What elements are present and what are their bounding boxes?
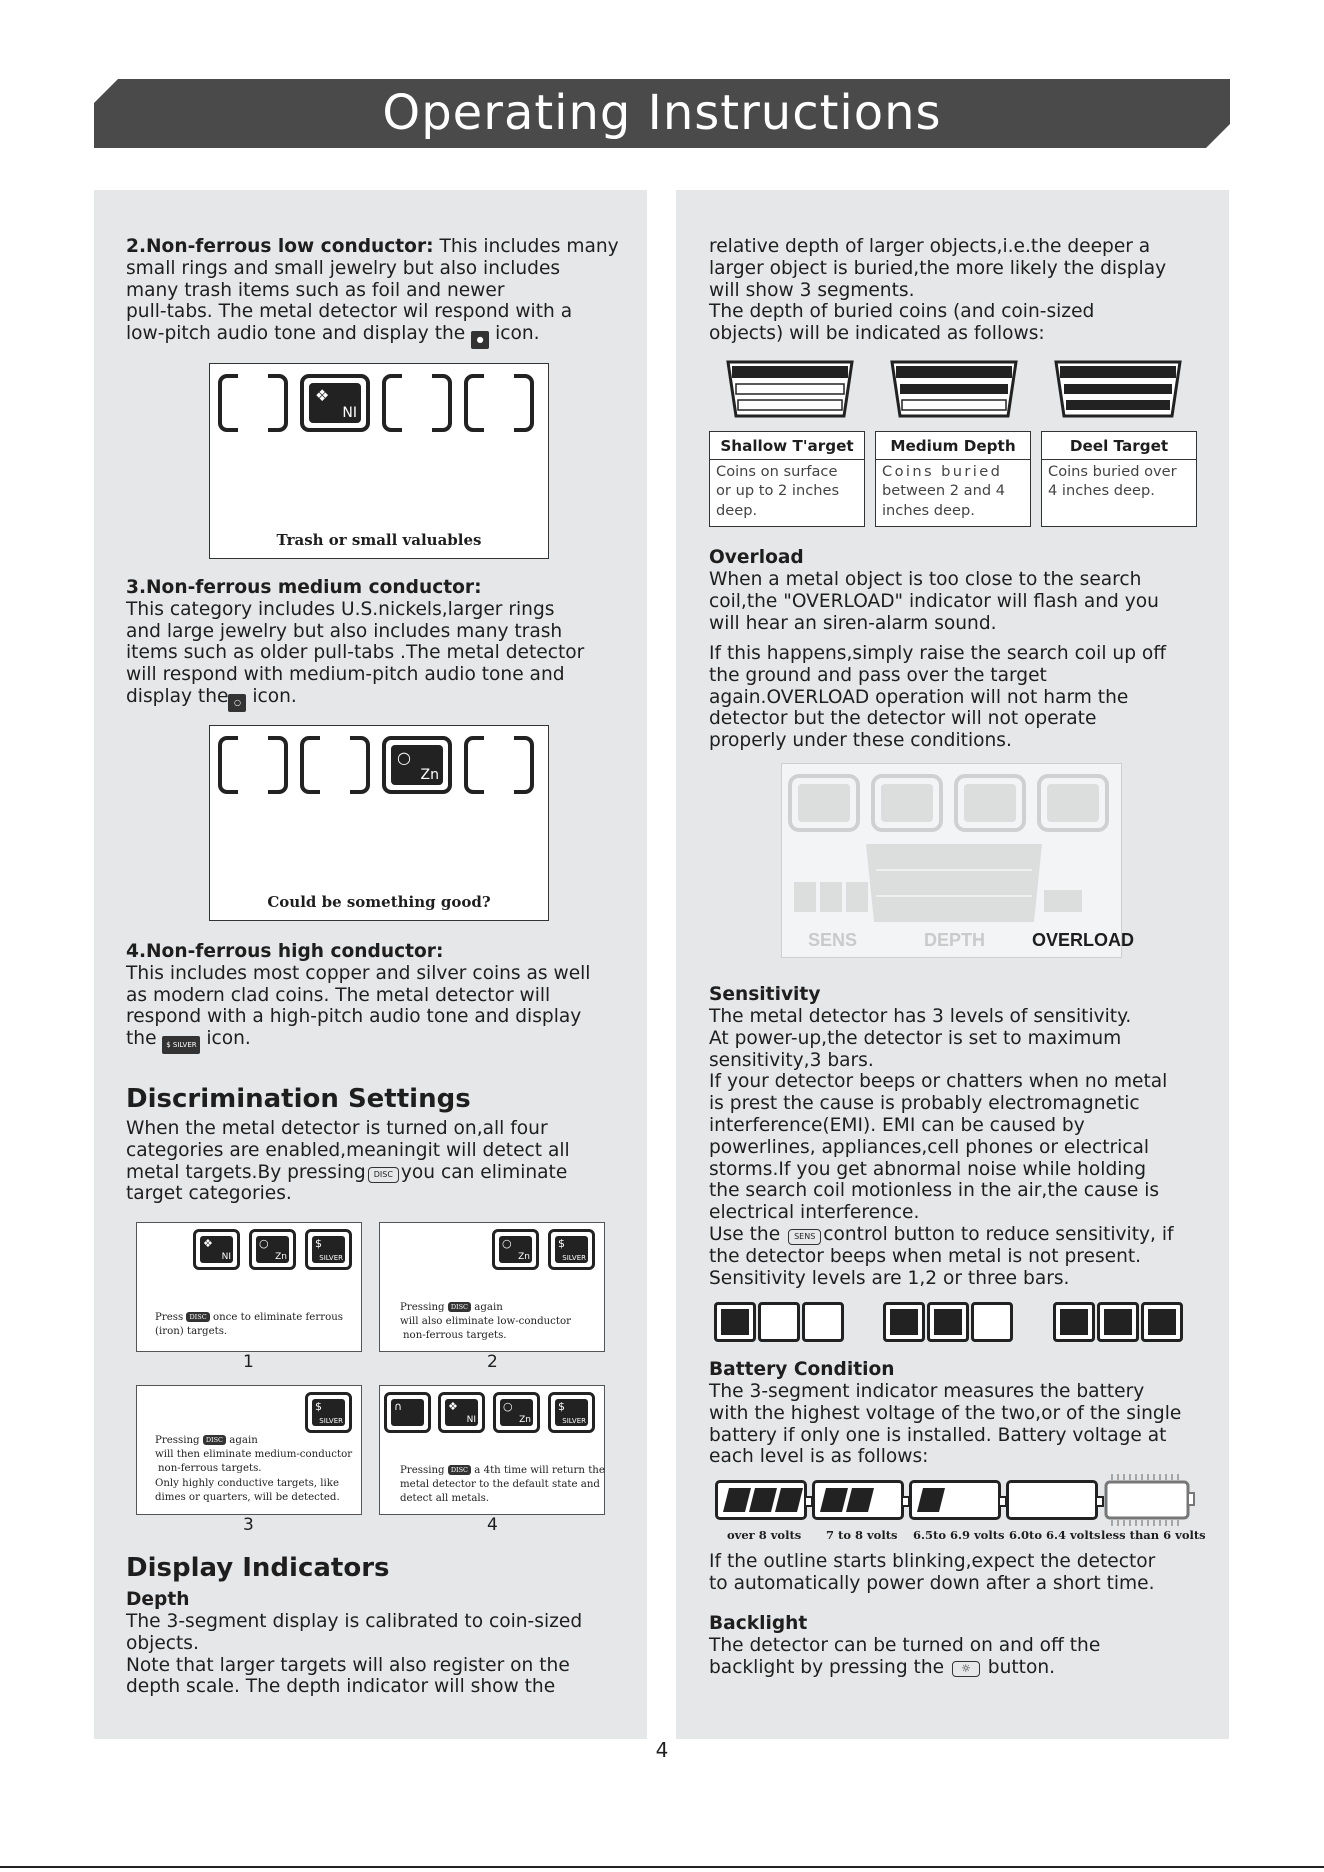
depth-box-medium	[875, 431, 1031, 527]
discrimination-line: metal targets.By pressing	[126, 1161, 366, 1183]
segment-empty	[218, 736, 288, 794]
ni-icon: ●	[471, 331, 489, 349]
overload-lcd-panel	[781, 763, 1135, 958]
backlight-line-post: button.	[987, 1656, 1056, 1678]
battery-line: The 3-segment indicator measures the battery	[709, 1381, 1145, 1402]
depth-line: Note that larger targets will also register on the	[126, 1654, 570, 1676]
disc-button: DISC	[368, 1167, 399, 1183]
disc-button-icon: DISC	[448, 1302, 471, 1312]
nf-low-line4: pull-tabs. The metal detector wil respond with a	[126, 301, 573, 323]
figure-number: 3	[243, 1515, 254, 1535]
intro-line: relative depth of larger objects,i.e.the deeper a	[709, 236, 1151, 257]
disc-figure-text: Pressing DISC again will then eliminate medium-conductor non-ferrous targets. Only highly conductive targets, like dimes or quarters, will be detected.	[155, 1435, 353, 1503]
segment-empty	[382, 374, 452, 432]
ring-icon: ○	[502, 1237, 512, 1250]
nf-high-line: the	[126, 1028, 157, 1050]
nf-medium-line: and large jewelry but also includes many trash	[126, 620, 563, 642]
backlight-line: backlight by pressing the	[709, 1656, 945, 1678]
depth-3-bar-icon	[1054, 360, 1182, 418]
intro-line: larger object is buried,the more likely the display	[709, 257, 1167, 279]
depth-line: The 3-segment display is calibrated to coin-sized	[126, 1611, 583, 1632]
depth-heading: Depth	[126, 1589, 190, 1610]
zn-segment: ○ Zn	[249, 1229, 296, 1270]
nf-high-heading: 4.Non-ferrous high conductor:	[126, 941, 444, 962]
zn-icon: ○	[228, 694, 246, 712]
depth-box-body: Coins buried between 2 and 4 inches deep.	[882, 463, 1006, 519]
sensitivity-line: interference(EMI). EMI can be caused by	[709, 1114, 1085, 1136]
pull-tab-icon: ❖	[203, 1237, 213, 1250]
battery-icon-full	[715, 1480, 807, 1520]
overload-paragraph	[709, 569, 1219, 634]
sensitivity-line: Use the	[709, 1223, 781, 1245]
ring-icon: ○	[503, 1400, 513, 1413]
overload-paragraph-2	[709, 643, 1219, 752]
battery-line: each level is as follows:	[709, 1446, 929, 1468]
depth-line: objects.	[126, 1632, 199, 1654]
nf-low-line3: many trash items such as foil and newer	[126, 279, 505, 301]
battery-level-label: 6.0to 6.4 volts	[1009, 1528, 1101, 1542]
sensitivity-paragraph	[709, 1006, 1219, 1289]
backlight-paragraph	[709, 1635, 1219, 1679]
battery-after-paragraph	[709, 1551, 1219, 1595]
depth-intro-paragraph	[709, 236, 1219, 345]
silver-segment: $ SILVER	[548, 1392, 595, 1433]
lcd-good-diagram	[209, 725, 549, 921]
ni-segment: ❖ NI	[438, 1392, 485, 1433]
lcd-trash-diagram	[209, 363, 549, 559]
segment-empty	[300, 736, 370, 794]
battery-icon-one-bar	[909, 1480, 1001, 1520]
ring-icon: ○	[259, 1237, 269, 1250]
nf-low-line2: small rings and small jewelry but also includes	[126, 257, 561, 279]
disc-figure-3	[136, 1385, 362, 1515]
discrimination-line-post: you can eliminate	[400, 1161, 568, 1183]
backlight-line: The detector can be turned on and off the	[709, 1635, 1101, 1656]
figure-number: 1	[243, 1352, 254, 1372]
nf-high-line-post: icon.	[206, 1028, 251, 1050]
overload-line: again.OVERLOAD operation will not harm the	[709, 686, 1129, 708]
overload-line: coil,the "OVERLOAD" indicator will flash and you	[709, 590, 1159, 612]
dollar-icon: $	[558, 1237, 565, 1250]
depth-box-body: Coins buried over 4 inches deep.	[1048, 463, 1177, 500]
ni-segment: ❖ NI	[193, 1229, 240, 1270]
figure-number: 2	[487, 1352, 498, 1372]
nf-medium-line-post: icon.	[246, 685, 297, 707]
sensitivity-line: The metal detector has 3 levels of sensitivity.	[709, 1006, 1132, 1027]
sensitivity-line: the search coil motionless in the air,the cause is	[709, 1180, 1160, 1202]
dollar-icon: $	[315, 1400, 322, 1413]
intro-line: will show 3 segments.	[709, 279, 915, 301]
overload-line: When a metal object is too close to the search	[709, 569, 1142, 590]
sensitivity-line: At power-up,the detector is set to maximum	[709, 1027, 1122, 1049]
overload-heading: Overload	[709, 547, 804, 568]
battery-after-line: If the outline starts blinking,expect the detector	[709, 1551, 1156, 1572]
discrimination-line: categories are enabled,meaningit will detect all	[126, 1139, 570, 1161]
zn-segment: ○ Zn	[493, 1392, 540, 1433]
sensitivity-line: sensitivity,3 bars.	[709, 1049, 874, 1071]
intro-line: objects) will be indicated as follows:	[709, 323, 1045, 345]
sensitivity-line: Sensitivity levels are 1,2 or three bars.	[709, 1267, 1070, 1289]
disc-button-icon: DISC	[448, 1465, 471, 1475]
battery-icon-empty	[1006, 1480, 1098, 1520]
depth-box-title: Medium Depth	[876, 432, 1030, 460]
nf-medium-heading: 3.Non-ferrous medium conductor:	[126, 577, 482, 598]
nf-high-paragraph	[126, 941, 636, 1054]
battery-level-label: over 8 volts	[727, 1528, 802, 1542]
figure-number: 4	[487, 1515, 498, 1535]
page-number: 4	[655, 1738, 669, 1762]
sens-label: SENS	[808, 930, 858, 950]
sensitivity-line: the detector beeps when metal is not present.	[709, 1245, 1142, 1267]
disc-button-icon: DISC	[203, 1435, 226, 1445]
battery-level-label: 6.5to 6.9 volts	[913, 1528, 1005, 1542]
sensitivity-line: powerlines, appliances,cell phones or electrical	[709, 1136, 1150, 1158]
sensitivity-line: is prest the cause is probably electromagnetic	[709, 1093, 1140, 1115]
nf-medium-paragraph	[126, 577, 636, 712]
discrimination-line: target categories.	[126, 1183, 292, 1205]
overload-label: OVERLOAD	[1032, 930, 1135, 950]
depth-box-shallow	[709, 431, 865, 527]
battery-paragraph	[709, 1381, 1224, 1468]
title-banner	[94, 79, 1230, 148]
sensitivity-line: electrical interference.	[709, 1202, 920, 1224]
battery-line: battery if only one is installed. Battery voltage at	[709, 1424, 1167, 1446]
depth-paragraph	[126, 1611, 636, 1698]
discrimination-paragraph	[126, 1118, 636, 1205]
silver-icon: $ SILVER	[162, 1036, 200, 1054]
nf-high-line: as modern clad coins. The metal detector will	[126, 984, 551, 1006]
depth-2-bar-icon	[890, 360, 1018, 418]
display-indicators-heading: Display Indicators	[126, 1553, 390, 1583]
ring-icon: ○	[397, 748, 411, 767]
dollar-icon: $	[315, 1237, 322, 1250]
segment-ni: ❖ NI	[300, 374, 370, 432]
silver-segment: $ SILVER	[548, 1229, 595, 1270]
overload-line: properly under these conditions.	[709, 730, 1012, 752]
overload-line: If this happens,simply raise the search coil up off	[709, 643, 1167, 664]
backlight-heading: Backlight	[709, 1613, 808, 1634]
nf-low-line1: This includes many	[433, 236, 619, 257]
nf-low-line5-post: icon.	[495, 323, 540, 345]
depth-box-title: Deel Target	[1042, 432, 1196, 460]
zn-segment: ○ Zn	[492, 1229, 539, 1270]
pull-tab-icon: ❖	[448, 1400, 458, 1413]
battery-icon-blinking	[1098, 1472, 1198, 1528]
disc-figure-4	[379, 1385, 605, 1515]
bottom-rule	[0, 1866, 1324, 1868]
disc-figure-text: Pressing DISC again will also eliminate low-conductor non-ferrous targets.	[400, 1302, 571, 1342]
discrimination-heading: Discrimination Settings	[126, 1084, 471, 1114]
depth-box-title: Shallow T'arget	[710, 432, 864, 460]
nf-high-line: This includes most copper and silver coins as well	[126, 962, 591, 984]
depth-box-body: Coins on surface or up to 2 inches deep.	[716, 463, 840, 519]
silver-segment: $ SILVER	[305, 1392, 352, 1433]
nf-high-line: respond with a high-pitch audio tone and display	[126, 1006, 582, 1028]
nf-medium-line: items such as older pull-tabs .The metal detector	[126, 642, 585, 664]
sens-button: SENS	[788, 1229, 821, 1245]
discrimination-line: When the metal detector is turned on,all four	[126, 1118, 548, 1139]
iron-segment	[384, 1392, 431, 1433]
disc-button-icon: DISC	[186, 1312, 209, 1322]
nf-low-line5: low-pitch audio tone and display the	[126, 323, 466, 345]
dollar-icon: $	[558, 1400, 565, 1413]
nf-medium-line: will respond with medium-pitch audio tone and	[126, 664, 565, 686]
battery-line: with the highest voltage of the two,or of the single	[709, 1402, 1182, 1424]
sensitivity-heading: Sensitivity	[709, 984, 821, 1005]
depth-1-bar-icon	[726, 360, 854, 418]
magnet-icon: ∩	[394, 1400, 403, 1413]
nf-medium-line: This category includes U.S.nickels,larger rings	[126, 598, 555, 620]
lcd-caption: Could be something good?	[267, 893, 491, 911]
disc-figure-text: Press DISC once to eliminate ferrous (iron) targets.	[155, 1312, 343, 1338]
pull-tab-icon: ❖	[315, 386, 330, 405]
nf-medium-line: display the	[126, 685, 229, 707]
segment-empty	[464, 374, 534, 432]
depth-line: depth scale. The depth indicator will show the	[126, 1676, 556, 1698]
disc-figure-text: Pressing DISC a 4th time will return the metal detector to the default state and detect all metals.	[400, 1465, 605, 1505]
overload-line: the ground and pass over the target	[709, 664, 1047, 686]
nf-low-paragraph	[126, 236, 636, 349]
page-title: Operating Instructions	[382, 85, 942, 141]
sensitivity-line: storms.If you get abnormal noise while holding	[709, 1158, 1147, 1180]
silver-segment: $ SILVER	[305, 1229, 352, 1270]
sensitivity-line-post: control button to reduce sensitivity, if	[823, 1223, 1174, 1245]
segment-empty	[464, 736, 534, 794]
depth-label: DEPTH	[924, 930, 986, 950]
sun-icon: ☼	[952, 1661, 980, 1677]
nf-low-heading: 2.Non-ferrous low conductor:	[126, 236, 434, 257]
lcd-caption: Trash or small valuables	[276, 531, 482, 549]
battery-after-line: to automatically power down after a short time.	[709, 1572, 1155, 1594]
disc-figure-2	[379, 1222, 605, 1352]
battery-level-label: 7 to 8 volts	[826, 1528, 898, 1542]
battery-icon-two-bars	[812, 1480, 904, 1520]
sensitivity-line: If your detector beeps or chatters when no metal	[709, 1071, 1168, 1093]
overload-line: will hear an siren-alarm sound.	[709, 612, 997, 634]
overload-line: detector but the detector will not operate	[709, 708, 1097, 730]
segment-zn: ○ Zn	[382, 736, 452, 794]
disc-figure-1	[136, 1222, 362, 1352]
intro-line: The depth of buried coins (and coin-sized	[709, 301, 1095, 323]
battery-level-label: less than 6 volts	[1101, 1528, 1206, 1542]
battery-heading: Battery Condition	[709, 1359, 895, 1380]
segment-empty	[218, 374, 288, 432]
depth-box-deep	[1041, 431, 1197, 527]
